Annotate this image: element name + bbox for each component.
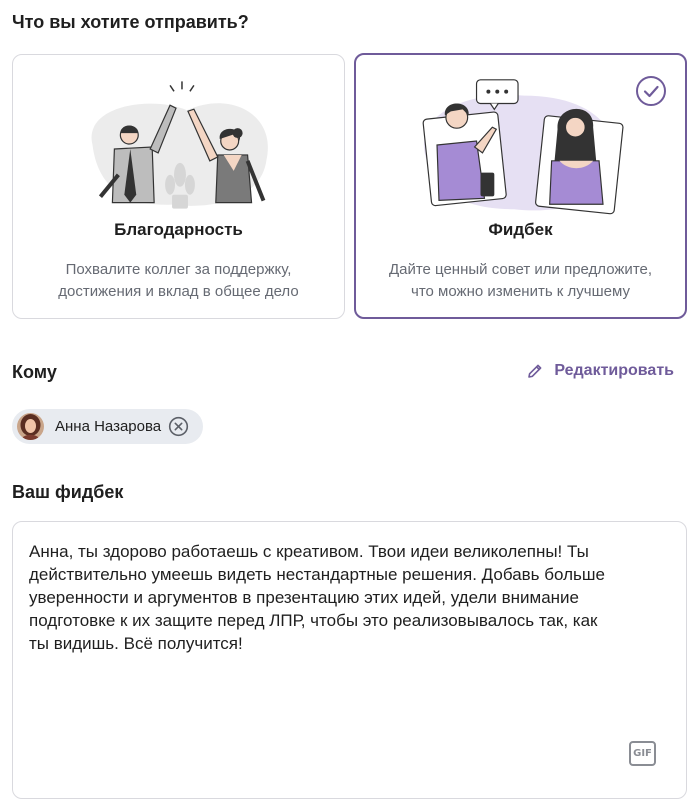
recipient-chip [12, 409, 203, 444]
pencil-icon [526, 362, 544, 380]
remove-circle-icon[interactable] [168, 416, 189, 437]
card-description: Дайте ценный совет или предложите, что можно изменить к лучшему [388, 261, 653, 300]
feedback-textarea[interactable] [12, 521, 687, 799]
edit-button-label: Редактировать [554, 362, 674, 379]
option-card-feedback[interactable] [354, 53, 687, 319]
card-title: Благодарность [114, 220, 243, 239]
section-title-recipient: Кому [12, 362, 57, 382]
edit-recipients-button[interactable] [526, 362, 674, 380]
checkmark-circle-icon [635, 75, 667, 107]
feedback-text[interactable]: Анна, ты здорово работаешь с креативом. Твои идеи великолепны! Ты действительно умеешь видеть нестандартные решения. Добавь больше уверенности и аргументов в презентацию этих идей, удели внимание подготовке к их защите перед ЛПР, чтобы это реализовывалось так, как ты видишь. Всё получится! [29, 542, 605, 653]
gif-button[interactable]: GIF [629, 741, 656, 766]
card-title: Фидбек [488, 220, 553, 239]
high-five-illustration [13, 75, 344, 215]
section-title-what: Что вы хотите отправить? [12, 12, 249, 32]
card-description: Похвалите коллег за поддержку, достижения и вклад в общее дело [58, 261, 299, 300]
avatar [17, 413, 44, 440]
recipient-name: Анна Назарова [55, 418, 162, 435]
option-card-thanks[interactable] [12, 54, 345, 319]
section-title-feedback: Ваш фидбек [12, 482, 124, 502]
